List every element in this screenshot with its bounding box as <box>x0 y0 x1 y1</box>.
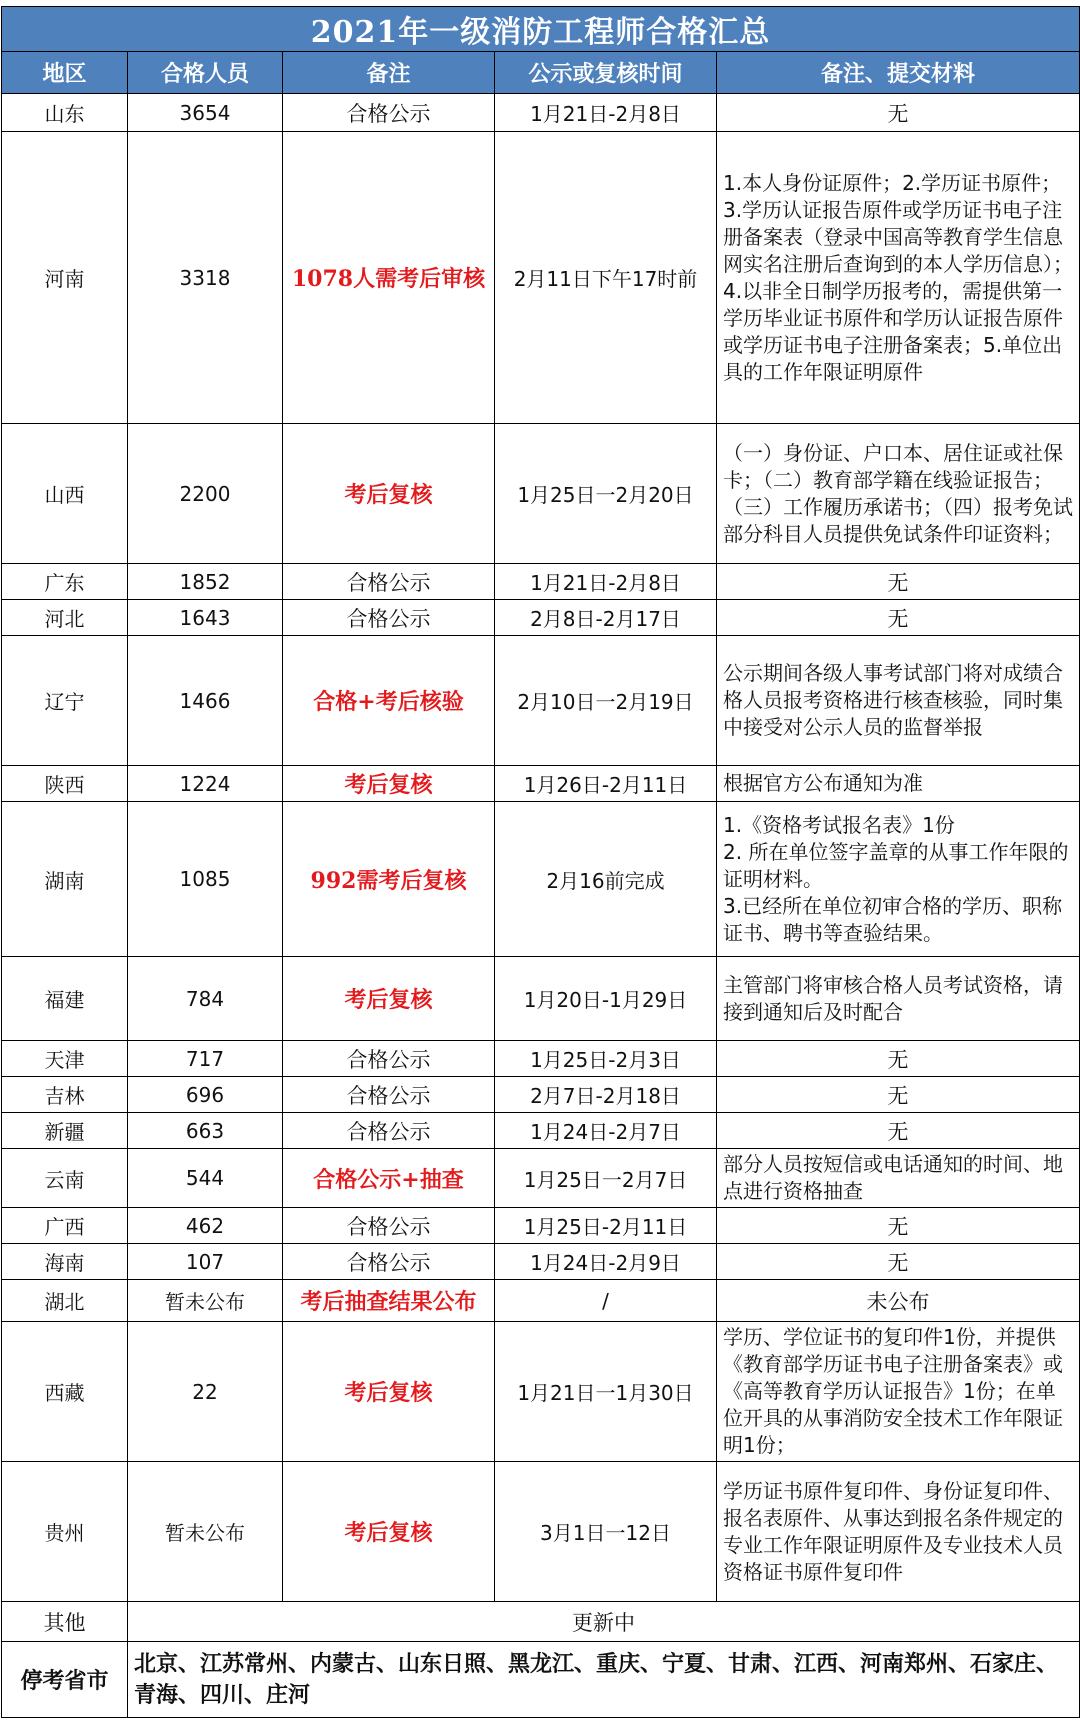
table-row <box>2 600 1080 636</box>
table-row <box>2 1322 1080 1462</box>
table-row <box>2 766 1080 802</box>
note-cell: 合格公示 <box>283 94 495 132</box>
time-cell: 2月7日-2月18日 <box>495 1077 717 1113</box>
region-cell: 云南 <box>2 1149 128 1208</box>
time-cell: 2月16前完成 <box>495 802 717 957</box>
time-cell: 1月25日一2月7日 <box>495 1149 717 1208</box>
materials-cell: （一）身份证、户口本、居住证或社保卡；（二）教育部学籍在线验证报告；（三）工作履历承诺书；（四）报考免试部分科目人员提供免试条件印证资料； <box>717 424 1080 564</box>
materials-cell: 主管部门将审核合格人员考试资格，请接到通知后及时配合 <box>717 957 1080 1041</box>
count-cell: 1852 <box>128 564 283 600</box>
note-cell: 合格公示+抽查 <box>283 1149 495 1208</box>
summary-table <box>1 6 1080 1718</box>
note-cell: 1078人需考后审核 <box>283 132 495 424</box>
materials-cell: 无 <box>717 1077 1080 1113</box>
table-row <box>2 1077 1080 1113</box>
table-title: 2021年一级消防工程师合格汇总 <box>2 7 1080 52</box>
note-cell: 合格公示 <box>283 600 495 636</box>
stopped-label: 停考省市 <box>2 1642 128 1718</box>
materials-cell: 无 <box>717 600 1080 636</box>
note-cell: 考后复核 <box>283 957 495 1041</box>
note-cell: 992需考后复核 <box>283 802 495 957</box>
table-row <box>2 1149 1080 1208</box>
materials-cell: 未公布 <box>717 1280 1080 1322</box>
materials-cell: 无 <box>717 1208 1080 1244</box>
time-cell: 1月20日-1月29日 <box>495 957 717 1041</box>
region-cell: 新疆 <box>2 1113 128 1149</box>
time-cell: 2月8日-2月17日 <box>495 600 717 636</box>
time-cell: 2月11日下午17时前 <box>495 132 717 424</box>
table-row <box>2 802 1080 957</box>
count-cell: 3318 <box>128 132 283 424</box>
note-cell: 合格公示 <box>283 1208 495 1244</box>
count-cell: 107 <box>128 1244 283 1280</box>
materials-cell: 无 <box>717 1244 1080 1280</box>
time-cell: 1月21日一1月30日 <box>495 1322 717 1462</box>
materials-cell: 无 <box>717 1113 1080 1149</box>
table-row <box>2 1041 1080 1077</box>
count-cell: 暂未公布 <box>128 1280 283 1322</box>
count-cell: 2200 <box>128 424 283 564</box>
table-row <box>2 636 1080 766</box>
count-cell: 1224 <box>128 766 283 802</box>
stopped-row <box>2 1642 1080 1718</box>
count-cell: 663 <box>128 1113 283 1149</box>
table-row <box>2 957 1080 1041</box>
time-cell: 1月21日-2月8日 <box>495 94 717 132</box>
region-cell: 天津 <box>2 1041 128 1077</box>
header-time: 公示或复核时间 <box>495 52 717 94</box>
count-cell: 544 <box>128 1149 283 1208</box>
time-cell: 1月26日-2月11日 <box>495 766 717 802</box>
count-cell: 22 <box>128 1322 283 1462</box>
region-cell: 辽宁 <box>2 636 128 766</box>
region-cell: 湖北 <box>2 1280 128 1322</box>
region-cell: 贵州 <box>2 1462 128 1602</box>
materials-cell: 公示期间各级人事考试部门将对成绩合格人员报考资格进行核查核验，同时集中接受对公示人员的监督举报 <box>717 636 1080 766</box>
region-cell: 吉林 <box>2 1077 128 1113</box>
header-count: 合格人员 <box>128 52 283 94</box>
stopped-provinces: 北京、江苏常州、内蒙古、山东日照、黑龙江、重庆、宁夏、甘肃、江西、河南郑州、石家庄、青海、四川、庄河 <box>128 1642 1080 1718</box>
materials-cell: 无 <box>717 94 1080 132</box>
note-cell: 合格公示 <box>283 1113 495 1149</box>
region-cell: 海南 <box>2 1244 128 1280</box>
materials-cell: 学历证书原件复印件、身份证复印件、报名表原件、从事达到报名条件规定的专业工作年限证明原件及专业技术人员资格证书原件复印件 <box>717 1462 1080 1602</box>
region-cell: 河南 <box>2 132 128 424</box>
table-row <box>2 94 1080 132</box>
count-cell: 1466 <box>128 636 283 766</box>
materials-cell: 1.《资格考试报名表》1份 2. 所在单位签字盖章的从事工作年限的证明材料。 3.已经所在单位初审合格的学历、职称证书、聘书等查验结果。 <box>717 802 1080 957</box>
region-cell: 山东 <box>2 94 128 132</box>
note-cell: 合格+考后核验 <box>283 636 495 766</box>
count-cell: 3654 <box>128 94 283 132</box>
note-cell: 考后复核 <box>283 766 495 802</box>
materials-cell: 无 <box>717 1041 1080 1077</box>
count-cell: 696 <box>128 1077 283 1113</box>
note-cell: 考后复核 <box>283 424 495 564</box>
materials-cell: 1.本人身份证原件；2.学历证书原件；3.学历认证报告原件或学历证书电子注册备案表（登录中国高等教育学生信息网实名注册后查询到的本人学历信息）；4.以非全日制学历报考的，需提供第一学历毕业证书原件和学历认证报告原件或学历证书电子注册备案表；5.单位出具的工作年限证明原件 <box>717 132 1080 424</box>
time-cell: 1月24日-2月9日 <box>495 1244 717 1280</box>
region-cell: 广西 <box>2 1208 128 1244</box>
count-cell: 1643 <box>128 600 283 636</box>
table-row <box>2 132 1080 424</box>
note-cell: 合格公示 <box>283 1077 495 1113</box>
note-cell: 考后复核 <box>283 1462 495 1602</box>
table-row <box>2 1113 1080 1149</box>
time-cell: 2月10日一2月19日 <box>495 636 717 766</box>
count-cell: 1085 <box>128 802 283 957</box>
table-row <box>2 424 1080 564</box>
other-row <box>2 1602 1080 1642</box>
header-region: 地区 <box>2 52 128 94</box>
time-cell: 1月21日-2月8日 <box>495 564 717 600</box>
count-cell: 784 <box>128 957 283 1041</box>
time-cell: 1月25日-2月11日 <box>495 1208 717 1244</box>
note-cell: 合格公示 <box>283 564 495 600</box>
table-row <box>2 1280 1080 1322</box>
materials-cell: 无 <box>717 564 1080 600</box>
region-cell: 湖南 <box>2 802 128 957</box>
header-materials: 备注、提交材料 <box>717 52 1080 94</box>
other-label: 其他 <box>2 1602 128 1642</box>
region-cell: 陕西 <box>2 766 128 802</box>
materials-cell: 部分人员按短信或电话通知的时间、地点进行资格抽查 <box>717 1149 1080 1208</box>
time-cell: 3月1日一12日 <box>495 1462 717 1602</box>
count-cell: 717 <box>128 1041 283 1077</box>
time-cell: 1月24日-2月7日 <box>495 1113 717 1149</box>
note-cell: 合格公示 <box>283 1041 495 1077</box>
table-row <box>2 1244 1080 1280</box>
region-cell: 广东 <box>2 564 128 600</box>
header-row <box>2 52 1080 94</box>
table-body <box>2 94 1080 1718</box>
region-cell: 河北 <box>2 600 128 636</box>
note-cell: 考后抽查结果公布 <box>283 1280 495 1322</box>
count-cell: 暂未公布 <box>128 1462 283 1602</box>
other-text: 更新中 <box>128 1602 1080 1642</box>
note-cell: 考后复核 <box>283 1322 495 1462</box>
table-row <box>2 1208 1080 1244</box>
header-note: 备注 <box>283 52 495 94</box>
materials-cell: 根据官方公布通知为准 <box>717 766 1080 802</box>
materials-cell: 学历、学位证书的复印件1份，并提供《教育部学历证书电子注册备案表》或《高等教育学历认证报告》1份；在单位开具的从事消防安全技术工作年限证明1份； <box>717 1322 1080 1462</box>
time-cell: / <box>495 1280 717 1322</box>
region-cell: 西藏 <box>2 1322 128 1462</box>
table-row <box>2 564 1080 600</box>
region-cell: 山西 <box>2 424 128 564</box>
note-cell: 合格公示 <box>283 1244 495 1280</box>
region-cell: 福建 <box>2 957 128 1041</box>
time-cell: 1月25日一2月20日 <box>495 424 717 564</box>
count-cell: 462 <box>128 1208 283 1244</box>
table-row <box>2 1462 1080 1602</box>
time-cell: 1月25日-2月3日 <box>495 1041 717 1077</box>
